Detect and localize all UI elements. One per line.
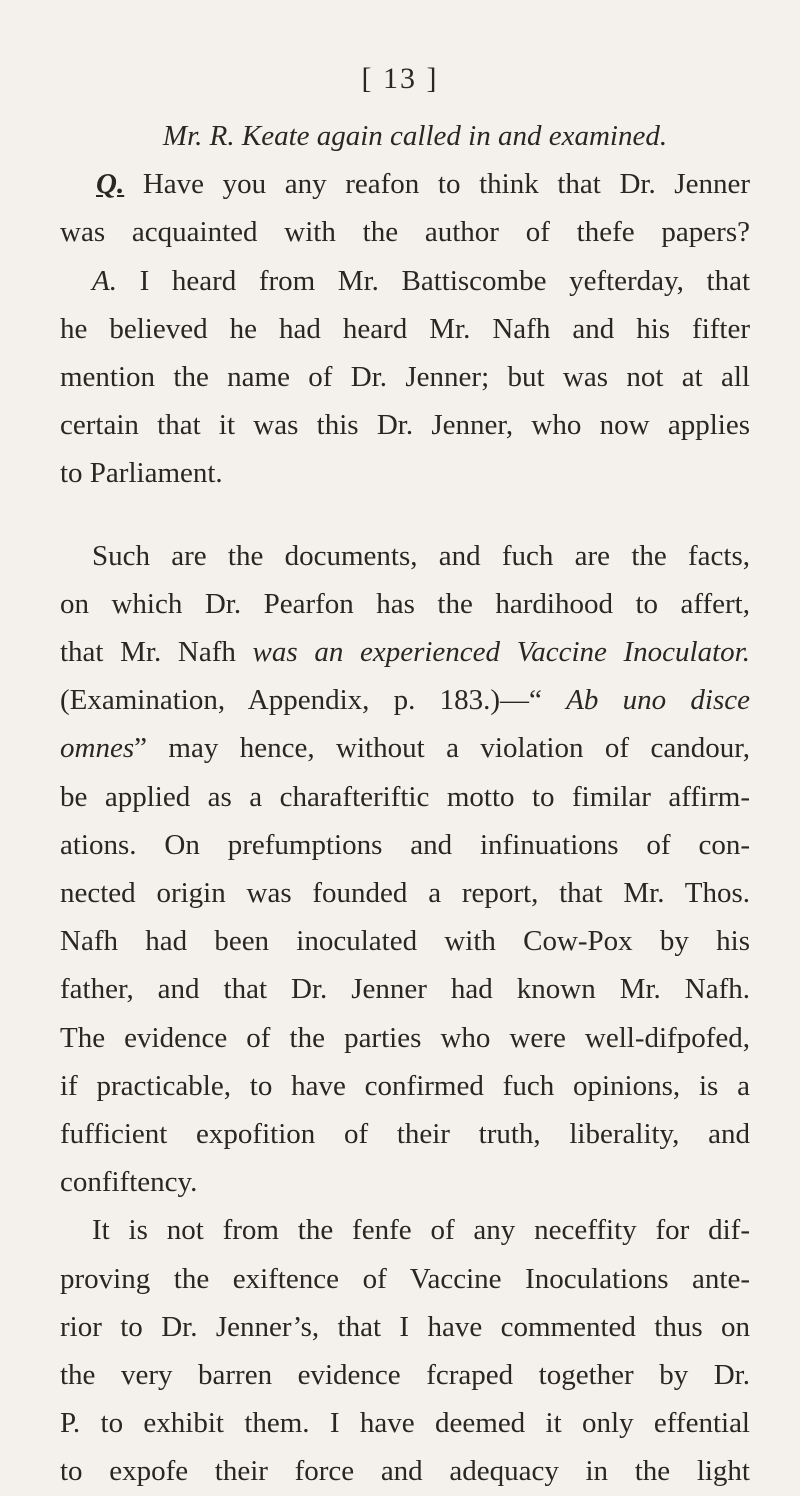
page-number: [ 13 ] — [361, 62, 439, 95]
paragraph-line: P. to exhibit them. I have deemed it only effential — [60, 1407, 750, 1440]
paragraph-gap — [60, 498, 750, 532]
paragraph-line: rior to Dr. Jenner’s, that I have commented thus on — [60, 1310, 750, 1343]
question-line: was acquainted with the author of thefe papers? — [60, 216, 750, 249]
paragraph-line: on which Dr. Pearfon has the hardihood to affert, — [60, 587, 750, 620]
paragraph-line: ations. On prefumptions and infinuations of con- — [60, 828, 750, 861]
paragraph-line: omnes” may hence, without a violation of candour, — [60, 732, 750, 765]
answer-line: to Parliament. — [60, 457, 223, 490]
paragraph-line: the very barren evidence fcraped together by Dr. — [60, 1359, 750, 1392]
examination-heading: Mr. R. Keate again called in and examined. — [162, 120, 668, 152]
paragraph-line: confiftency. — [60, 1166, 198, 1199]
answer-line: he believed he had heard Mr. Nafh and his fifter — [60, 312, 750, 345]
paragraph-line: Such are the documents, and fuch are the facts, — [92, 539, 750, 572]
paragraph-line: The evidence of the parties who were well-difpofed, — [60, 1021, 750, 1054]
question-line: Q. Have you any reafon to think that Dr. Jenner — [60, 160, 750, 208]
paragraph-line: It is not from the fenfe of any neceffity for dif- — [92, 1214, 750, 1247]
paragraph-line: father, and that Dr. Jenner had known Mr. Nafh. — [60, 973, 750, 1006]
paragraph-line: (Examination, Appendix, p. 183.)—“ Ab uno disce — [60, 684, 750, 717]
paragraph-line: if practicable, to have confirmed fuch opinions, is a — [60, 1069, 750, 1102]
answer-line: certain that it was this Dr. Jenner, who now applies — [60, 409, 750, 442]
paragraph-line: proving the exiftence of Vaccine Inoculations ante- — [60, 1262, 750, 1295]
paragraph-line: be applied as a charafteriftic motto to fimilar affirm- — [60, 780, 750, 813]
question-label: Q. — [96, 168, 125, 201]
answer-label: A. — [92, 264, 117, 297]
paragraph-line: to expofe their force and adequacy in the light — [60, 1455, 750, 1488]
answer-line: A. I heard from Mr. Battiscombe yefterday, that — [92, 264, 750, 297]
answer-line: mention the name of Dr. Jenner; but was not at all — [60, 361, 750, 394]
paragraph-line: fufficient expofition of their truth, liberality, and — [60, 1118, 750, 1151]
paragraph-line: Nafh had been inoculated with Cow-Pox by his — [60, 925, 750, 958]
body-text — [60, 112, 750, 1496]
paragraph-line: nected origin was founded a report, that Mr. Thos. — [60, 877, 750, 910]
paragraph-line: that Mr. Nafh was an experienced Vaccine Inoculator. — [60, 636, 750, 669]
